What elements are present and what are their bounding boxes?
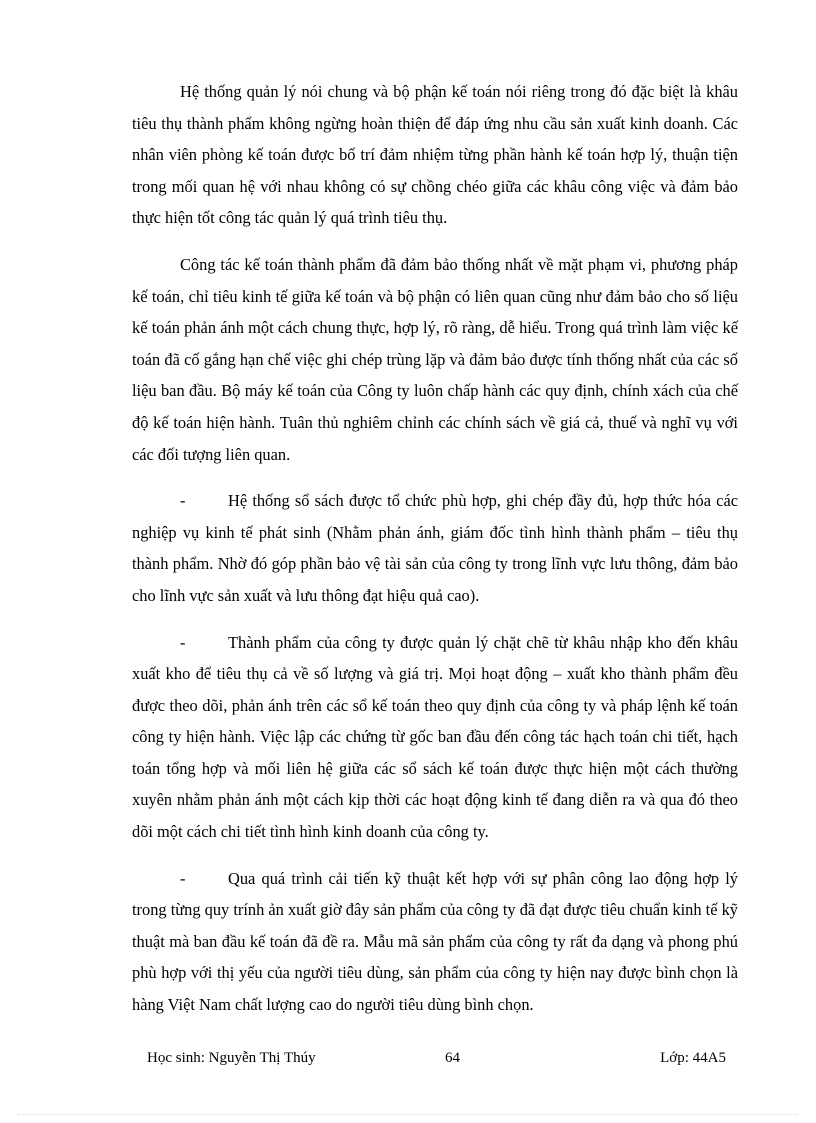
bullet-paragraph-1 bbox=[132, 485, 738, 611]
page-bottom-divider bbox=[18, 1114, 798, 1115]
bullet-marker: - bbox=[180, 491, 186, 511]
footer-class-label: Lớp: 44A5 bbox=[660, 1050, 726, 1066]
bullet-paragraph-3 bbox=[132, 863, 738, 1021]
paragraph-1: Hệ thống quản lý nói chung và bộ phận kế toán nói riêng trong đó đặc biệt là khâu tiêu thụ thành phẩm không ngừng hoàn thiện để đáp ứng nhu cầu sản xuất kinh doanh. Các nhân viên phòng kế toán được bố trí đảm nhiệm từng phần hành kế toán hợp lý, thuận tiện trong mối quan hệ với nhau không có sự chồng chéo giữa các khâu công việc và đảm bảo thực hiện tốt công tác quản lý quá trình tiêu thụ. bbox=[132, 82, 738, 228]
paragraph-2: Công tác kế toán thành phẩm đã đảm bảo thống nhất về mặt phạm vi, phương pháp kế toán, chỉ tiêu kinh tế giữa kế toán và bộ phận có liên quan cũng như đảm bảo cho số liệu kế toán phản ánh một cách chung thực, hợp lý, rõ ràng, dễ hiểu. Trong quá trình làm việc kế toán đã cố gắng hạn chế việc ghi chép trùng lặp và đảm bảo được tính thống nhất của các số liệu ban đầu. Bộ máy kế toán của Công ty luôn chấp hành các quy định, chính xách của chế độ kế toán hiện hành. Tuân thủ nghiêm chỉnh các chính sách về giá cả, thuế và nghĩ vụ với các đối tượng liên quan. bbox=[132, 254, 738, 464]
bullet-text: Qua quá trình cải tiến kỹ thuật kết hợp với sự phân công lao động hợp lý trong từng quy trính ản xuất giờ đây sản phẩm của công ty đã đạt được tiêu chuẩn kinh tế kỹ thuật mà ban đầu kế toán đã đề ra. Mẫu mã sản phẩm của công ty rất đa dạng và phong phú phù hợp với thị yếu của người tiêu dùng, sản phẩm của công ty hiện nay được bình chọn là hàng Việt Nam chất lượng cao do người tiêu dùng bình chọn. bbox=[132, 868, 738, 1015]
document-body bbox=[132, 76, 738, 1036]
footer-student-name: Học sinh: Nguyễn Thị Thúy bbox=[147, 1050, 316, 1066]
bullet-paragraph-2 bbox=[132, 627, 738, 848]
bullet-text: Hệ thống sổ sách được tổ chức phù hợp, ghi chép đầy đủ, hợp thức hóa các nghiệp vụ kinh tế phát sinh (Nhằm phản ánh, giám đốc tình hình thành phẩm – tiêu thụ thành phẩm. Nhờ đó góp phần bảo vệ tài sản của công ty trong lĩnh vực lưu thông, đảm bảo cho lĩnh vực sản xuất và lưu thông đạt hiệu quả cao). bbox=[132, 491, 738, 605]
bullet-marker: - bbox=[180, 868, 186, 888]
bullet-text: Thành phẩm của công ty được quản lý chặt chẽ từ khâu nhập kho đến khâu xuất kho để tiêu thụ cả về số lượng và giá trị. Mọi hoạt động – xuất kho thành phẩm đều được theo dõi, phản ánh trên các sổ kế toán theo quy định của công ty và pháp lệnh kế toán công ty hiện hành. Việc lập các chứng từ gốc ban đầu đến công tác hạch toán chi tiết, hạch toán tổng hợp và mối liên hệ giữa các sổ sách kế toán được thực hiện một cách thường xuyên nhằm phản ánh một cách kịp thời các hoạt động kinh tế đang diễn ra và qua đó theo dõi một cách chi tiết tình hình kinh doanh của công ty. bbox=[132, 632, 738, 842]
bullet-marker: - bbox=[180, 632, 186, 652]
page-footer bbox=[132, 1050, 738, 1072]
footer-page-number: 64 bbox=[445, 1050, 460, 1066]
